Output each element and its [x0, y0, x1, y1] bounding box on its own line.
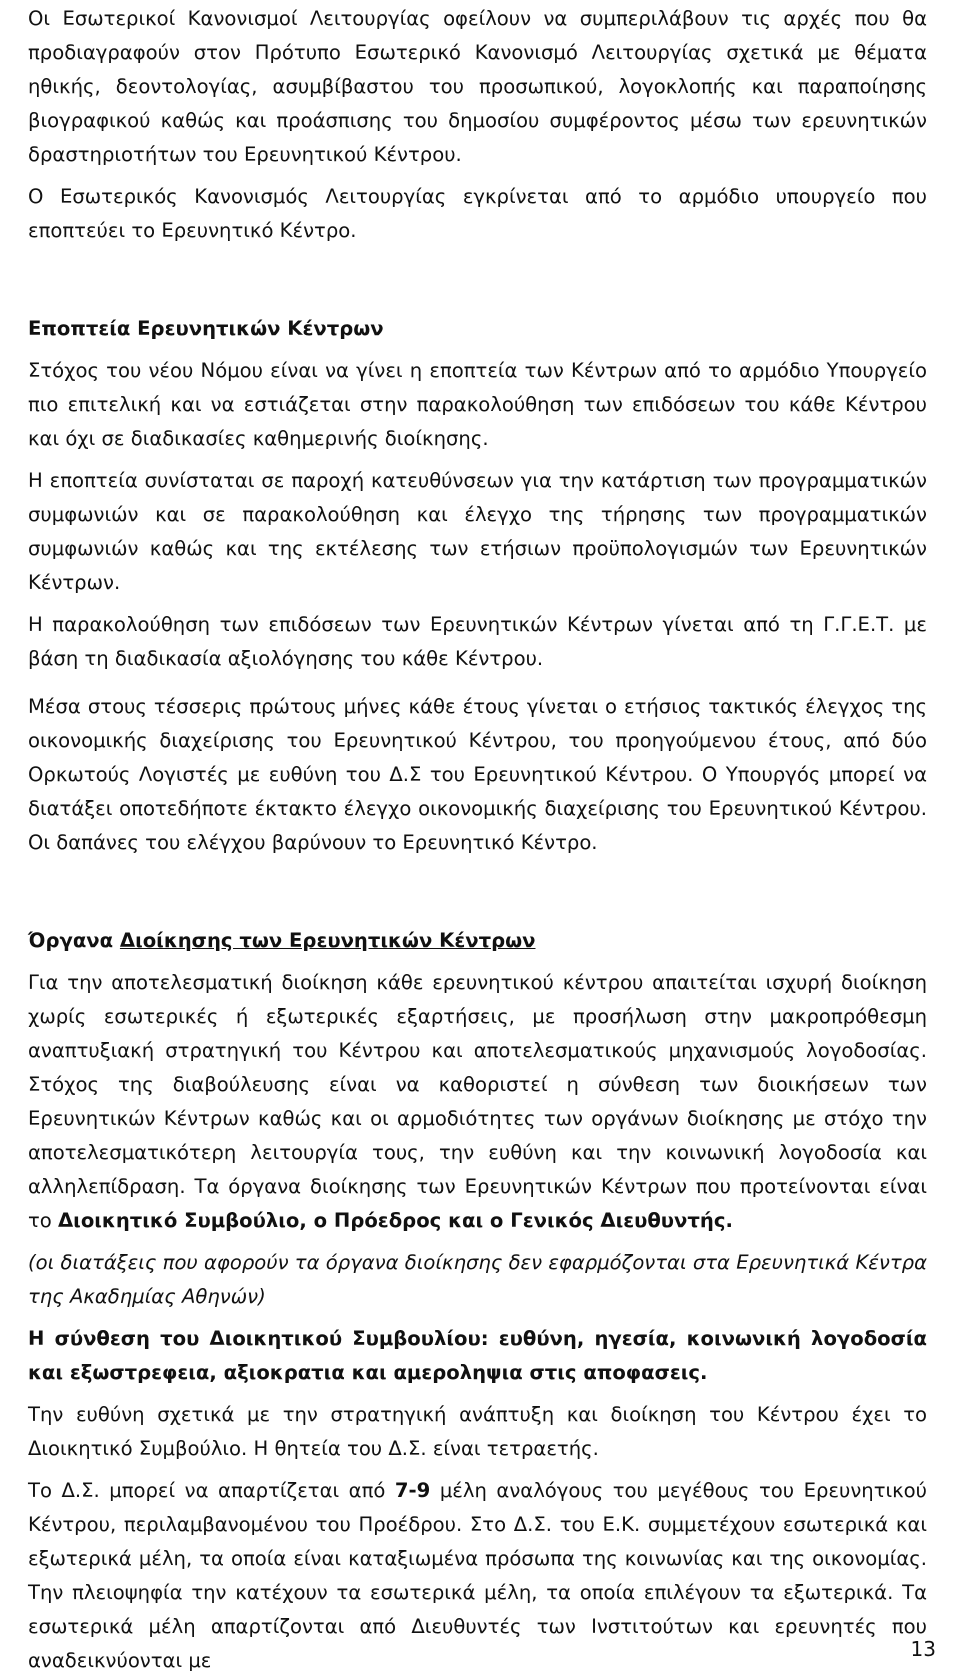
paragraph-board-members-count: 7-9	[394, 1479, 431, 1502]
paragraph-supervision-definition: Η εποπτεία συνίσταται σε παροχή κατευθύνσεων για την κατάρτιση των προγραμματικών συμφωνιών και σε παρακολούθηση και έλεγχο της τήρησης των προγραμματικών συμφωνιών καθώς και της εκτέλεσης των ετήσιων προϋπολογισμών των Ερευνητικών Κέντρων.	[28, 469, 927, 594]
note-academy-of-athens-text: (οι διατάξεις που αφορούν τα όργανα διοίκησης δεν εφαρμόζονται στα Ερευνητικά Κέντρα της Ακαδημίας Αθηνών)	[28, 1251, 927, 1308]
paragraph-regulation-approval: Ο Εσωτερικός Κανονισμός Λειτουργίας εγκρίνεται από το αρμόδιο υπουργείο που εποπτεύει το Ερευνητικό Κέντρο.	[28, 185, 927, 242]
paragraph-effective-governance	[28, 966, 927, 1238]
subheading-board-composition	[28, 1322, 927, 1390]
page-content	[28, 2, 927, 1678]
heading-governing-bodies-part1: Όργανα	[28, 929, 120, 952]
heading-supervision: Εποπτεία Ερευνητικών Κέντρων	[28, 317, 384, 340]
heading-governing-bodies-part2: Διοίκησης των Ερευνητικών Κέντρων	[119, 929, 536, 952]
page-number: 13	[910, 1637, 936, 1661]
paragraph-board-members	[28, 1474, 927, 1678]
paragraph-financial-audit: Μέσα στους τέσσερις πρώτους μήνες κάθε έτους γίνεται ο ετήσιος τακτικός έλεγχος της οικονομικής διαχείρισης του Ερευνητικού Κέντρου, του προηγούμενου έτους, από δύο Ορκωτούς Λογιστές με ευθύνη του Δ.Σ του Ερευνητικού Κέντρου. Ο Υπουργός μπορεί να διατάξει οποτεδήποτε έκτακτο έλεγχο οικονομικής διαχείρισης του Ερευνητικού Κέντρου. Οι δαπάνες του ελέγχου βαρύνουν το Ερευνητικό Κέντρο.	[28, 695, 927, 854]
paragraph-board-members-part1: Το Δ.Σ. μπορεί να απαρτίζεται από	[28, 1479, 395, 1502]
heading-governing-bodies	[28, 924, 927, 958]
paragraph-supervision-goal: Στόχος του νέου Νόμου είναι να γίνει η εποπτεία των Κέντρων από το αρμόδιο Υπουργείο πιο επιτελική και να εστιάζεται στην παρακολούθηση των επιδόσεων του κάθε Κέντρου και όχι σε διαδικασίες καθημερινής διοίκησης.	[28, 359, 927, 450]
paragraph-effective-governance-bodies: Διοικητικό Συμβούλιο, ο Πρόεδρος και ο Γενικός Διευθυντής.	[58, 1209, 733, 1232]
note-academy-of-athens	[28, 1246, 927, 1314]
paragraph-board-responsibility: Την ευθύνη σχετικά με την στρατηγική ανάπτυξη και διοίκηση του Κέντρου έχει το Διοικητικό Συμβούλιο. Η θητεία του Δ.Σ. είναι τετραετής.	[28, 1403, 927, 1460]
paragraph-board-members-part2: μέλη αναλόγους του μεγέθους του Ερευνητικού Κέντρου, περιλαμβανομένου του Προέδρου. Στο Δ.Σ. του Ε.Κ. συμμετέχουν εσωτερικά και εξωτερικά μέλη, τα οποία είναι καταξιωμένα πρόσωπα της κοινωνίας και της οικονομίας. Την πλειοψηφία την κατέχουν τα εσωτερικά μέλη, τα οποία επιλέγουν τα εξωτερικά. Τα εσωτερικά μέλη απαρτίζονται από Διευθυντές των Ινστιτούτων και ερευνητές που αναδεικνύονται με	[28, 1479, 927, 1672]
paragraph-internal-regulations-principles: Οι Εσωτερικοί Κανονισμοί Λειτουργίας οφείλουν να συμπεριλάβουν τις αρχές που θα προδιαγραφούν στον Πρότυπο Εσωτερικό Κανονισμό Λειτουργίας σχετικά με θέματα ηθικής, δεοντολογίας, ασυμβίβαστου του προσωπικού, λογοκλοπής και παραποίησης βιογραφικού καθώς και προάσπισης του δημοσίου συμφέροντος μέσω των ερευνητικών δραστηριοτήτων του Ερευνητικού Κέντρου.	[28, 7, 927, 166]
paragraph-effective-governance-text: Για την αποτελεσματική διοίκηση κάθε ερευνητικού κέντρου απαιτείται ισχυρή διοίκηση χωρίς εσωτερικές ή εξωτερικές εξαρτήσεις, με προσήλωση στην μακροπρόθεσμη αναπτυξιακή στρατηγική του Κέντρου και αποτελεσματικούς μηχανισμούς λογοδοσίας. Στόχος της διαβούλευσης είναι να καθοριστεί η σύνθεση των διοικήσεων των Ερευνητικών Κέντρων καθώς και οι αρμοδιότητες των οργάνων διοίκησης με στόχο την αποτελεσματικότερη λειτουργία τους, την ευθύνη και την κοινωνική λογοδοσία και αλληλεπίδραση. Τα όργανα διοίκησης των Ερευνητικών Κέντρων που προτείνονται είναι το	[28, 971, 927, 1232]
paragraph-performance-monitoring: Η παρακολούθηση των επιδόσεων των Ερευνητικών Κέντρων γίνεται από τη Γ.Γ.Ε.Τ. με βάση τη διαδικασία αξιολόγησης του κάθε Κέντρου.	[28, 613, 927, 670]
subheading-board-composition-text: Η σύνθεση του Διοικητικού Συμβουλίου: ευθύνη, ηγεσία, κοινωνική λογοδοσία και εξωστρεφεια, αξιοκρατια και αμεροληψια στις αποφασεις.	[28, 1327, 927, 1384]
